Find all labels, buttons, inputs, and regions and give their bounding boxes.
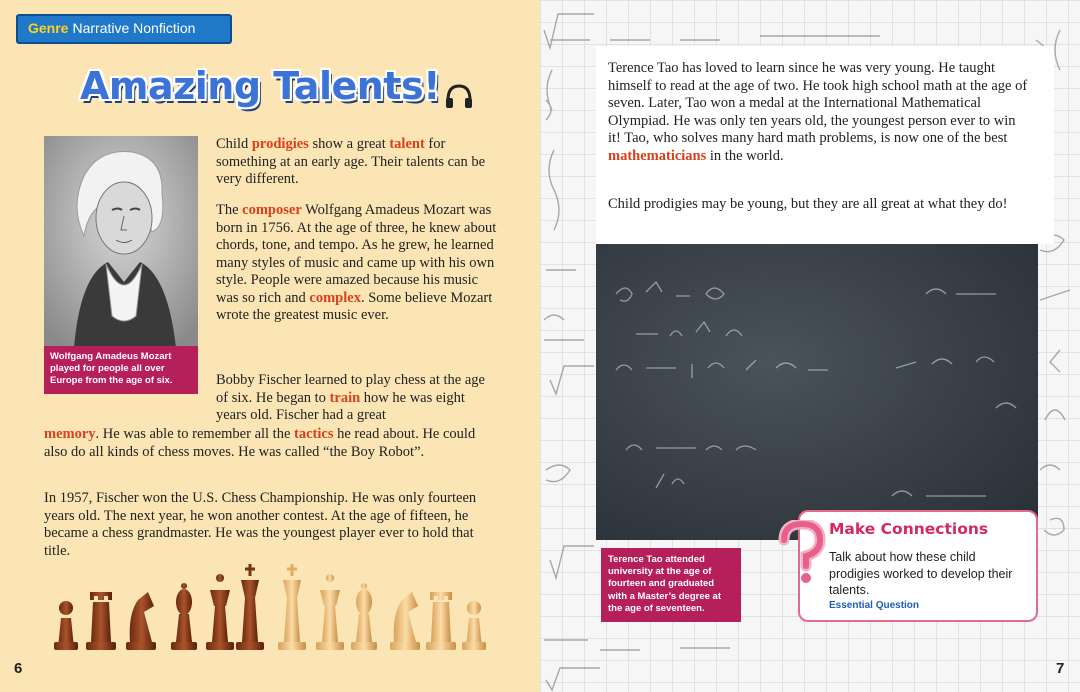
dark-king bbox=[236, 564, 264, 650]
page-title: Amazing Talents! bbox=[80, 64, 440, 108]
tao-photo-caption: Terence Tao attended university at the age of fourteen and graduated with a Master’s degree at the age of seventeen. bbox=[601, 548, 741, 622]
headphones-icon[interactable] bbox=[444, 82, 474, 110]
page-number-right: 7 bbox=[1056, 660, 1065, 677]
text-run: he read about. He could also do all kinds of chess moves. He was called “the Boy Robot”. bbox=[44, 426, 476, 460]
vocab-word-mathematicians[interactable]: mathematicians bbox=[608, 147, 707, 164]
mozart-photo-caption: Wolfgang Amadeus Mozart played for people all over Europe from the age of six. bbox=[44, 346, 198, 394]
paragraph-prodigies bbox=[216, 136, 496, 189]
genre-value: Narrative Nonfiction bbox=[72, 20, 196, 36]
mozart-portrait-image bbox=[44, 136, 198, 348]
vocab-word-complex[interactable]: complex bbox=[309, 289, 361, 306]
vocab-word-tactics[interactable]: tactics bbox=[294, 426, 334, 442]
light-pawn bbox=[462, 601, 486, 650]
text-run: in the world. bbox=[706, 147, 784, 164]
vocab-word-memory[interactable]: memory bbox=[44, 426, 96, 442]
dark-bishop bbox=[171, 583, 197, 650]
text-run: . Some believe Mozart wrote the greatest music ever. bbox=[216, 289, 493, 323]
dark-rook bbox=[86, 592, 116, 650]
dark-pawn bbox=[54, 601, 78, 650]
paragraph-fischer-rest bbox=[44, 426, 494, 461]
text-run: Child bbox=[216, 136, 252, 152]
text-run: The bbox=[216, 202, 243, 218]
page-number-left: 6 bbox=[14, 660, 23, 677]
essential-question-link[interactable]: Essential Question bbox=[829, 600, 920, 611]
text-run: how he was eight years old. Fischer had a great bbox=[216, 389, 465, 423]
light-knight bbox=[390, 592, 420, 650]
vocab-word-train[interactable]: train bbox=[329, 389, 361, 406]
genre-label: Genre bbox=[28, 20, 69, 36]
text-run: Terence Tao has loved to learn since he was very young. He taught himself to read at the age of two. He took high school math at the age of seven. Later, Tao won a medal at the International Mathematical Olympiad. He was only ten years old, the youngest person ever to win it! Tao, who solves many hard math problems, is now one of the best bbox=[608, 60, 1028, 146]
make-connections-title: Make Connections bbox=[829, 520, 989, 538]
vocab-word-composer[interactable]: composer bbox=[242, 202, 302, 218]
light-rook bbox=[426, 592, 456, 650]
text-run: Wolfgang Amadeus Mozart was born in 1756. At the age of three, he knew about chords, tone, and tempo. As he grew, he learned many styles of music and came up with his own style. People were amazed because his music was so rich and bbox=[216, 202, 497, 306]
paragraph-mozart bbox=[216, 202, 498, 325]
light-king bbox=[278, 564, 306, 650]
paragraph-fischer-championship: In 1957, Fischer won the U.S. Chess Championship. He was only fourteen years old. The next year, he won another contest. At the age of fifteen, he became a chess grandmaster. He was the youngest player ever to hold that title. bbox=[44, 490, 477, 559]
light-bishop bbox=[351, 583, 377, 650]
chess-pieces-image bbox=[44, 562, 494, 654]
make-connections-prompt: Talk about how these child prodigies worked to develop their talents. bbox=[829, 550, 1013, 597]
text-run: show a great bbox=[308, 136, 390, 152]
paragraph-tao bbox=[608, 60, 1028, 165]
right-page bbox=[540, 0, 1080, 692]
dark-queen bbox=[206, 574, 234, 650]
vocab-word-talent[interactable]: talent bbox=[389, 136, 425, 152]
question-mark-icon bbox=[776, 520, 826, 584]
blackboard-photo bbox=[596, 244, 1038, 540]
paragraph-fischer-start bbox=[216, 372, 492, 425]
text-run: Bobby Fischer learned to play chess at the age of six. He began to bbox=[216, 372, 485, 406]
genre-tab bbox=[16, 14, 232, 44]
text-run: . He was able to remember all the bbox=[95, 426, 295, 442]
light-queen bbox=[316, 574, 344, 650]
paragraph-conclusion: Child prodigies may be young, but they are all great at what they do! bbox=[608, 196, 1008, 212]
text-run: for something at an early age. Their talents can be very different. bbox=[216, 136, 486, 187]
vocab-word-prodigies[interactable]: prodigies bbox=[251, 136, 309, 152]
dark-knight bbox=[126, 592, 156, 650]
